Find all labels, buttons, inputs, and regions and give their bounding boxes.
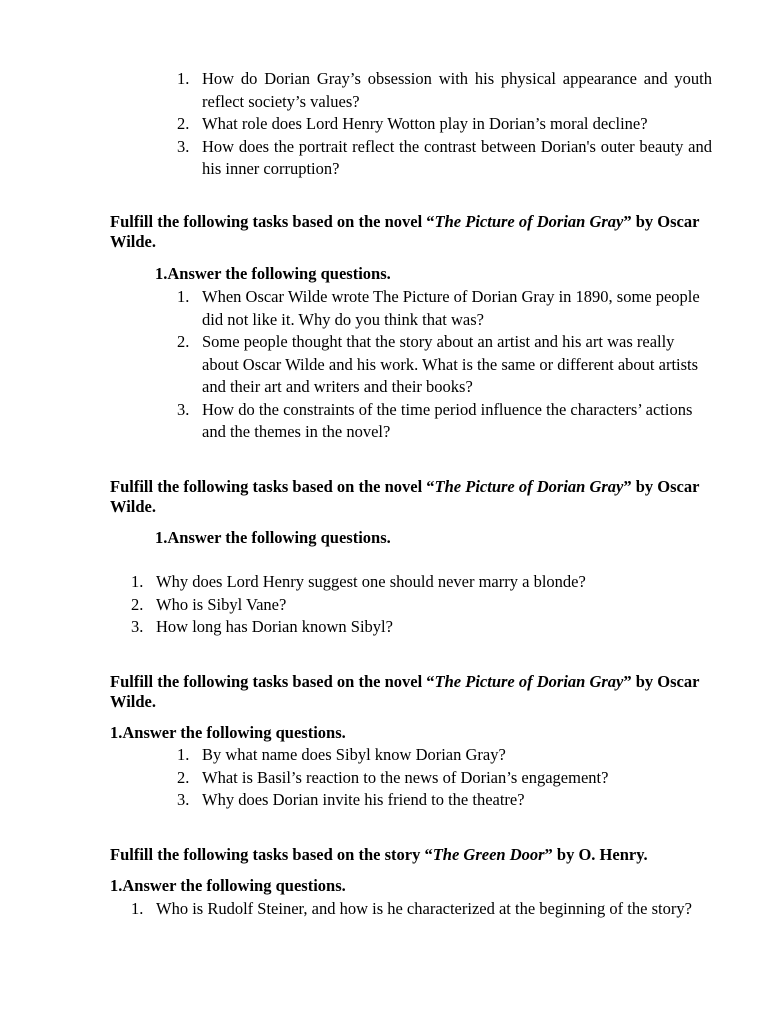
- item-number: 1.: [177, 69, 190, 88]
- question-list: [177, 744, 712, 812]
- item-text: Who is Rudolf Steiner, and how is he characterized at the beginning of the story?: [156, 899, 692, 918]
- section-heading: Fulfill the following tasks based on the story “The Green Door” by O. Henry.: [110, 845, 648, 864]
- list-item: [131, 898, 706, 921]
- list-item: [177, 68, 712, 113]
- item-number: 1.: [177, 745, 190, 764]
- list-item: [177, 331, 712, 399]
- work-title: The Picture of Dorian Gray: [434, 212, 624, 231]
- section-heading: Fulfill the following tasks based on the novel “The Picture of Dorian Gray” by Oscar Wilde.: [110, 477, 700, 516]
- item-text: By what name does Sibyl know Dorian Gray?: [202, 745, 506, 764]
- item-number: 3.: [177, 399, 190, 419]
- item-text: What is Basil’s reaction to the news of Dorian’s engagement?: [202, 767, 609, 787]
- item-text: How do the constraints of the time period influence the characters’ actions and the themes in the novel?: [202, 399, 693, 441]
- section-heading: Fulfill the following tasks based on the novel “The Picture of Dorian Gray” by Oscar Wilde.: [110, 212, 700, 251]
- section-subheading: 1.Answer the following questions.: [155, 528, 391, 547]
- item-text: Why does Lord Henry suggest one should never marry a blonde?: [156, 572, 586, 591]
- list-item: [177, 113, 712, 136]
- list-item: [131, 616, 711, 639]
- section-subheading: 1.Answer the following questions.: [155, 264, 391, 283]
- item-number: 3.: [177, 790, 190, 809]
- question-list: [131, 571, 711, 639]
- item-number: 2.: [131, 594, 144, 614]
- item-number: 2.: [177, 114, 190, 133]
- item-number: 1.: [131, 899, 144, 918]
- question-list: [177, 286, 712, 444]
- item-number: 1.: [131, 572, 144, 591]
- list-item: [131, 594, 711, 617]
- item-text: Who is Sibyl Vane?: [156, 594, 287, 614]
- item-text: Some people thought that the story about an artist and his art was really about Oscar Wilde and his work. What is the same or different about artists and their art and writers and their books?: [202, 332, 699, 396]
- item-number: 1.: [177, 287, 190, 306]
- item-text: What role does Lord Henry Wotton play in Dorian’s moral decline?: [202, 114, 648, 133]
- item-text: How long has Dorian known Sibyl?: [156, 617, 393, 636]
- item-number: 2.: [177, 332, 190, 351]
- section-heading: Fulfill the following tasks based on the novel “The Picture of Dorian Gray” by Oscar Wilde.: [110, 672, 700, 711]
- work-title: The Picture of Dorian Gray: [434, 672, 624, 691]
- section-subheading: 1.Answer the following questions.: [110, 876, 346, 895]
- top-question-list: [177, 68, 712, 181]
- question-list: [131, 898, 706, 921]
- work-title: The Green Door: [432, 845, 545, 864]
- list-item: [177, 286, 712, 331]
- item-text: How do Dorian Gray’s obsession with his physical appearance and youth reflect society’s values?: [202, 69, 712, 111]
- item-number: 3.: [131, 617, 144, 636]
- list-item: [177, 789, 712, 812]
- item-text: How does the portrait reflect the contrast between Dorian's outer beauty and his inner corruption?: [202, 136, 712, 178]
- list-item: [177, 136, 712, 181]
- list-item: [177, 744, 712, 767]
- list-item: [131, 571, 711, 594]
- section-subheading: 1.Answer the following questions.: [110, 723, 346, 742]
- item-text: When Oscar Wilde wrote The Picture of Dorian Gray in 1890, some people did not like it. Why do you think that was?: [202, 287, 700, 329]
- item-number: 2.: [177, 767, 190, 787]
- list-item: [177, 399, 712, 444]
- item-number: 3.: [177, 136, 190, 156]
- work-title: The Picture of Dorian Gray: [434, 477, 624, 496]
- item-text: Why does Dorian invite his friend to the theatre?: [202, 790, 525, 809]
- list-item: [177, 767, 712, 790]
